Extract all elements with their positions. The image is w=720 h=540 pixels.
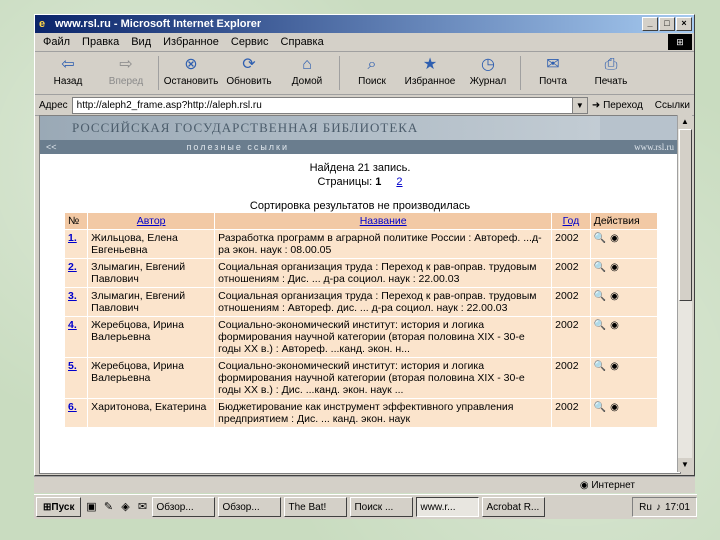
- order-icon[interactable]: ◉: [610, 402, 619, 413]
- toolbar-button[interactable]: [39, 52, 97, 87]
- order-icon[interactable]: ◉: [610, 233, 619, 244]
- author-cell: Жильцова, Елена Евгеньевна: [88, 230, 215, 259]
- toolbar-button-label: Избранное: [404, 76, 456, 87]
- print-icon: ⎙: [604, 56, 618, 73]
- menu-item[interactable]: Справка: [280, 36, 324, 48]
- window-title: www.rsl.ru - Microsoft Internet Explorer: [55, 18, 262, 30]
- search-icon[interactable]: 🔍: [593, 320, 607, 331]
- results-table: [64, 212, 658, 428]
- toolbar-button-label: Назад: [53, 76, 83, 87]
- browser-window: [34, 14, 695, 476]
- search-icon: ⌕: [367, 56, 377, 73]
- address-label: Адрес: [39, 99, 68, 111]
- search-icon[interactable]: 🔍: [593, 361, 607, 372]
- chevron-down-icon[interactable]: ▼: [572, 98, 587, 113]
- status-bar: [34, 476, 695, 493]
- scroll-up-icon[interactable]: ▲: [678, 115, 692, 129]
- maximize-button[interactable]: □: [659, 17, 675, 31]
- author-cell: Жеребцова, Ирина Валерьевна: [88, 317, 215, 358]
- row-number-link[interactable]: 1.: [68, 232, 77, 244]
- toolbar-separator: [520, 56, 521, 90]
- menu-item[interactable]: Файл: [43, 36, 71, 48]
- zone-label: Интернет: [591, 479, 635, 491]
- author-cell: Жеребцова, Ирина Валерьевна: [88, 358, 215, 399]
- row-number-link[interactable]: 3.: [68, 290, 77, 302]
- row-number-link[interactable]: 6.: [68, 401, 77, 413]
- year-cell: 2002: [552, 399, 591, 428]
- toolbar-button[interactable]: [162, 52, 220, 87]
- toolbar-button-label: Журнал: [469, 76, 507, 87]
- col-title[interactable]: Название: [215, 213, 552, 230]
- order-icon[interactable]: ◉: [610, 320, 619, 331]
- taskbar-task[interactable]: The Bat!: [284, 497, 347, 517]
- table-row: [65, 230, 658, 259]
- toolbar-button[interactable]: [343, 52, 401, 87]
- toolbar-button[interactable]: [524, 52, 582, 87]
- quicklaunch-icon[interactable]: ◈: [121, 501, 130, 513]
- toolbar-button[interactable]: [278, 52, 336, 87]
- clock: 17:01: [664, 501, 690, 513]
- quicklaunch-icon[interactable]: ✎: [103, 501, 114, 513]
- menu-bar: [35, 33, 694, 52]
- table-row: [65, 288, 658, 317]
- menu-item[interactable]: Правка: [82, 36, 120, 48]
- row-number-link[interactable]: 2.: [68, 261, 77, 273]
- volume-icon[interactable]: ♪: [655, 501, 661, 513]
- go-button[interactable]: ➜ Переход: [591, 99, 643, 111]
- toolbar-button[interactable]: [459, 52, 517, 87]
- scroll-down-icon[interactable]: ▼: [678, 458, 692, 472]
- col-num: №: [65, 213, 88, 230]
- title-cell: Социальная организация труда : Переход к рав-оправ. трудовым отношениям : Дис. ... д-ра социол. наук : 22.00.03: [215, 259, 552, 288]
- toolbar-button-label: Поиск: [358, 76, 386, 87]
- taskbar-task[interactable]: Acrobat R...: [482, 497, 545, 517]
- address-bar: [35, 95, 694, 116]
- banner-subbar: [40, 140, 680, 154]
- home-icon: ⌂: [302, 56, 312, 73]
- taskbar-task[interactable]: Обзор...: [152, 497, 215, 517]
- title-cell: Социальная организация труда : Переход к рав-оправ. трудовым отношениям : Автореф. дис. ... д-ра социол. наук : 22.00.03: [215, 288, 552, 317]
- security-zone: ◉ Интернет: [579, 479, 635, 491]
- taskbar-task[interactable]: Обзор...: [218, 497, 281, 517]
- row-number-cell: [65, 259, 88, 288]
- taskbar: [34, 494, 697, 519]
- table-row: [65, 358, 658, 399]
- back-arrow-icon: ⇦: [61, 56, 75, 73]
- back-link[interactable]: <<: [46, 142, 57, 152]
- pagination: [40, 176, 680, 188]
- row-number-cell: [65, 288, 88, 317]
- row-number-cell: [65, 230, 88, 259]
- order-icon[interactable]: ◉: [610, 262, 619, 273]
- scroll-thumb[interactable]: [679, 129, 692, 301]
- year-cell: 2002: [552, 230, 591, 259]
- search-icon[interactable]: 🔍: [593, 402, 607, 413]
- year-cell: 2002: [552, 259, 591, 288]
- toolbar-button[interactable]: [97, 52, 155, 87]
- row-number-link[interactable]: 4.: [68, 319, 77, 331]
- page-current: 1: [375, 176, 382, 188]
- favorites-icon: ★: [422, 56, 438, 73]
- toolbar-button-label: Почта: [539, 76, 567, 87]
- actions-cell: [590, 259, 657, 288]
- year-cell: 2002: [552, 358, 591, 399]
- mail-icon: ✉: [546, 56, 560, 73]
- windows-logo-icon: ⊞: [668, 34, 692, 50]
- banner-logo: [600, 116, 680, 140]
- menu-item[interactable]: Избранное: [163, 36, 219, 48]
- stop-icon: ⊗: [184, 56, 198, 73]
- toolbar: [35, 52, 694, 95]
- title-cell: Разработка программ в аграрной политике России : Автореф. ...д-ра экон. наук : 08.00.05: [215, 230, 552, 259]
- pages-label: Страницы:: [317, 176, 373, 188]
- actions-cell: [590, 317, 657, 358]
- system-tray: [632, 497, 697, 517]
- search-icon[interactable]: 🔍: [593, 262, 607, 273]
- useful-links[interactable]: полезные ссылки: [186, 142, 290, 152]
- site-link[interactable]: www.rsl.ru: [634, 142, 674, 152]
- toolbar-button-label: Домой: [291, 76, 323, 87]
- refresh-icon: ⟳: [242, 56, 256, 73]
- search-icon[interactable]: 🔍: [593, 233, 607, 244]
- author-cell: Злымагин, Евгений Павлович: [88, 259, 215, 288]
- page-content: [39, 115, 681, 474]
- actions-cell: [590, 358, 657, 399]
- language-indicator[interactable]: Ru: [639, 501, 652, 513]
- col-year[interactable]: Год: [552, 213, 591, 230]
- start-label: Пуск: [51, 501, 75, 513]
- toolbar-button-label: Печать: [594, 76, 628, 87]
- col-author[interactable]: Автор: [88, 213, 215, 230]
- page-link-2[interactable]: 2: [396, 176, 403, 188]
- taskbar-task[interactable]: www.r...: [416, 497, 479, 517]
- forward-arrow-icon: ⇨: [119, 56, 133, 73]
- quicklaunch-icon[interactable]: ✉: [137, 501, 148, 513]
- close-button[interactable]: ×: [676, 17, 692, 31]
- toolbar-button-label: Вперед: [108, 76, 144, 87]
- sort-note: Сортировка результатов не производилась: [249, 200, 471, 212]
- results-count: Найдена 21 запись.: [309, 162, 411, 174]
- col-actions: Действия: [590, 213, 657, 230]
- address-input[interactable]: [72, 97, 588, 114]
- site-banner: [40, 116, 680, 140]
- table-row: [65, 399, 658, 428]
- toolbar-button-label: Остановить: [163, 76, 219, 87]
- title-cell: Социально-экономический институт: история и логика формирования научной категории (вторая половина XIX - 30-е годы XX в.) : Автореф. ...канд. экон. н...: [215, 317, 552, 358]
- taskbar-task[interactable]: Поиск ...: [350, 497, 413, 517]
- actions-cell: [590, 288, 657, 317]
- row-number-cell: [65, 358, 88, 399]
- toolbar-button[interactable]: [401, 52, 459, 87]
- menu-item[interactable]: Вид: [131, 36, 152, 48]
- minimize-button[interactable]: _: [642, 17, 658, 31]
- toolbar-button[interactable]: [220, 52, 278, 87]
- toolbar-button[interactable]: [582, 52, 640, 87]
- order-icon[interactable]: ◉: [610, 291, 619, 302]
- history-icon: ◷: [481, 56, 495, 73]
- author-cell: Харитонова, Екатерина: [88, 399, 215, 428]
- year-cell: 2002: [552, 288, 591, 317]
- title-bar: [35, 15, 694, 33]
- toolbar-separator: [158, 56, 159, 90]
- library-title: РОССИЙСКАЯ ГОСУДАРСТВЕННАЯ БИБЛИОТЕКА: [72, 120, 419, 135]
- row-number-cell: [65, 317, 88, 358]
- go-label: Переход: [603, 99, 643, 111]
- author-cell: Злымагин, Евгений Павлович: [88, 288, 215, 317]
- table-row: [65, 259, 658, 288]
- actions-cell: [590, 230, 657, 259]
- table-row: [65, 317, 658, 358]
- links-button[interactable]: Ссылки: [654, 99, 690, 111]
- title-cell: Бюджетирование как инструмент эффективного управления предприятием : Дис. ... канд. экон. наук: [215, 399, 552, 428]
- menu-item[interactable]: Сервис: [230, 36, 269, 48]
- actions-cell: [590, 399, 657, 428]
- vertical-scrollbar[interactable]: [677, 115, 692, 472]
- quicklaunch-icon[interactable]: ▣: [86, 501, 97, 513]
- ie-icon: e: [39, 18, 46, 30]
- year-cell: 2002: [552, 317, 591, 358]
- toolbar-separator: [339, 56, 340, 90]
- row-number-link[interactable]: 5.: [68, 360, 77, 372]
- title-cell: Социально-экономический институт: история и логика формирования научной категории (вторая половина XIX - 30-е годы XX в.) : Дис. ...канд. экон. наук ...: [215, 358, 552, 399]
- address-value: http://aleph2_frame.asp?http://aleph.rsl.ru: [76, 99, 262, 111]
- start-button[interactable]: ⊞ Пуск: [36, 497, 81, 517]
- toolbar-button-label: Обновить: [226, 76, 272, 87]
- search-icon[interactable]: 🔍: [593, 291, 607, 302]
- row-number-cell: [65, 399, 88, 428]
- order-icon[interactable]: ◉: [610, 361, 619, 372]
